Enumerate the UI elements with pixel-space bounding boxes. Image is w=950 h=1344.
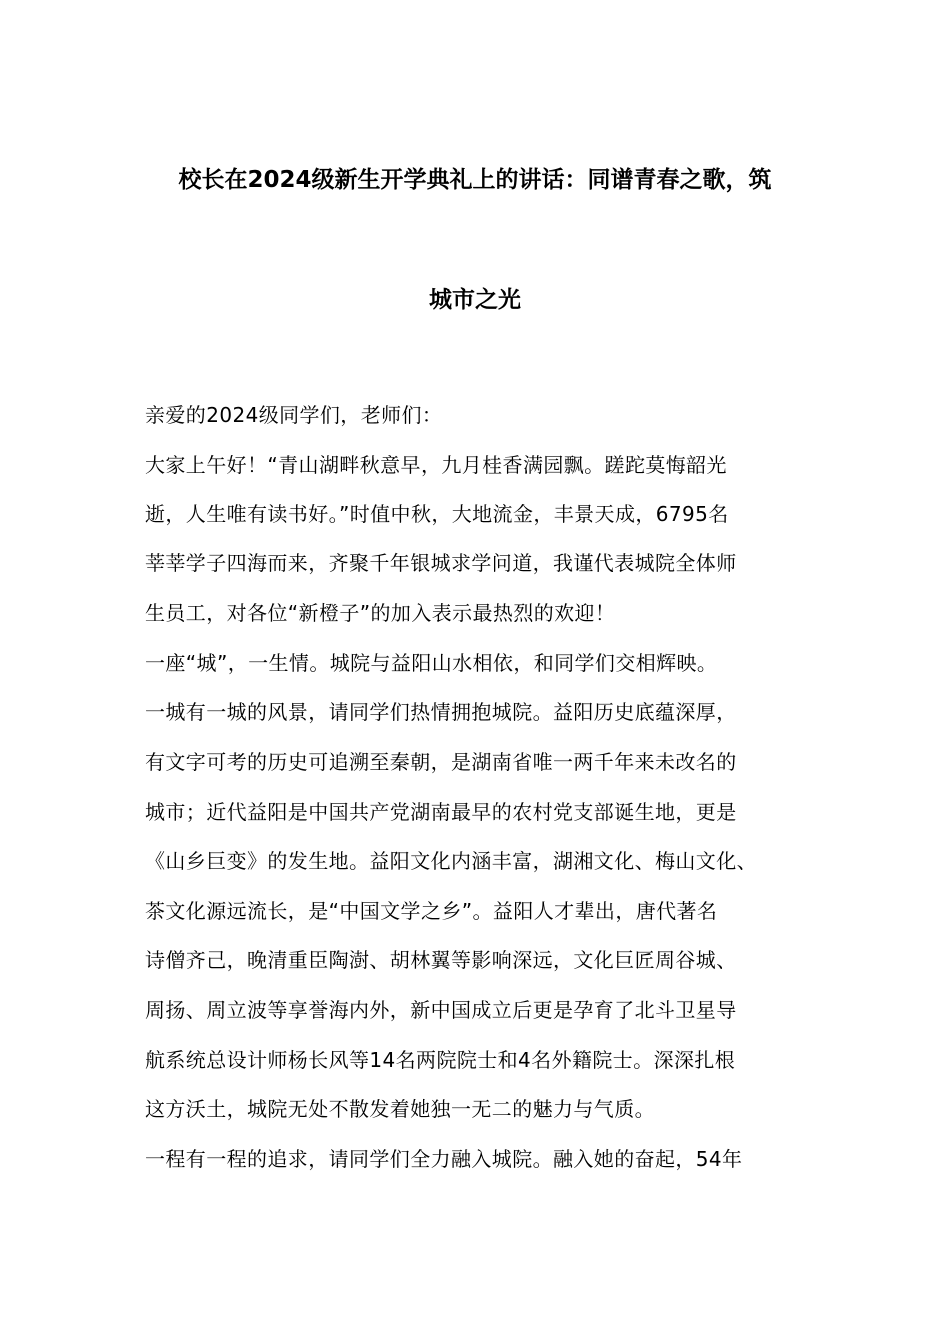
paragraph-line: 莘莘学子四海而来，齐聚千年银城求学问道，我谨代表城院全体师 [145, 551, 737, 575]
paragraph-line: 周扬、周立波等享誉海内外，新中国成立后更是孕育了北斗卫星导 [145, 998, 737, 1022]
paragraph-line: 一城有一城的风景，请同学们热情拥抱城院。益阳历史底蕴深厚， [145, 700, 737, 724]
title-line-2: 城市之光 [429, 287, 521, 313]
paragraph-line: 大家上午好！“青山湖畔秋意早，九月桂香满园飘。蹉跎莫悔韶光 [145, 453, 727, 477]
paragraph-line: 逝，人生唯有读书好。”时值中秋，大地流金，丰景天成，6795名 [145, 502, 729, 526]
paragraph-line: 生员工，对各位“新橙子”的加入表示最热烈的欢迎！ [145, 601, 616, 625]
paragraph-line: 茶文化源远流长，是“中国文学之乡”。益阳人才辈出，唐代著名 [145, 899, 718, 923]
paragraph-line: 城市；近代益阳是中国共产党湖南最早的农村党支部诞生地，更是 [145, 800, 737, 824]
paragraph-line: 亲爱的2024级同学们，老师们： [145, 403, 443, 427]
title-line-1: 校长在2024级新生开学典礼上的讲话：同谱青春之歌，筑 [178, 167, 772, 193]
paragraph-line: 诗僧齐己，晚清重臣陶澍、胡林翼等影响深远，文化巨匠周谷城、 [145, 948, 737, 972]
paragraph-line: 这方沃土，城院无处不散发着她独一无二的魅力与气质。 [145, 1097, 655, 1121]
paragraph-line: 航系统总设计师杨长风等14名两院院士和4名外籍院士。深深扎根 [145, 1048, 736, 1072]
paragraph-line: 一程有一程的追求，请同学们全力融入城院。融入她的奋起，54年 [145, 1147, 743, 1171]
paragraph-line: 有文字可考的历史可追溯至秦朝，是湖南省唯一两千年来未改名的 [145, 750, 737, 774]
paragraph-line: 一座“城”，一生情。城院与益阳山水相依，和同学们交相辉映。 [145, 651, 718, 675]
paragraph-line: 《山乡巨变》的发生地。益阳文化内涵丰富，湖湘文化、梅山文化、 [145, 849, 757, 873]
